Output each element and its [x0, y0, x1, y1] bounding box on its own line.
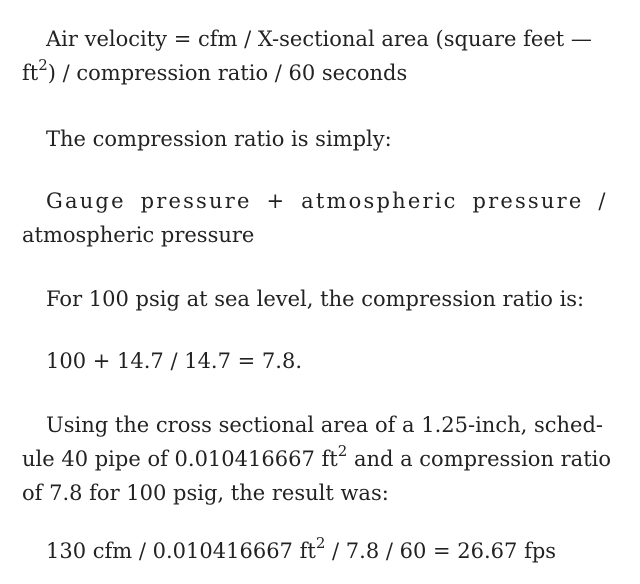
pipe-line-2-text: ule 40 pipe of 0.010416667 ft [22, 447, 338, 471]
pipe-area-paragraph [22, 408, 618, 510]
compression-ratio-formula [22, 184, 618, 252]
sea-level-statement [46, 282, 640, 316]
result-text: 130 cfm / 0.010416667 ft [46, 539, 316, 563]
calculation-text: 100 + 14.7 / 14.7 = 7.8. [46, 349, 302, 373]
sea-level-text: For 100 psig at sea level, the compression ratio is: [46, 287, 585, 311]
pipe-line-3: of 7.8 for 100 psig, the result was: [22, 481, 389, 505]
compression-ratio-calculation [46, 344, 640, 378]
formula-unit: ft [22, 61, 39, 85]
air-velocity-formula [22, 22, 618, 90]
result-continuation: / 7.8 / 60 = 26.67 fps [325, 539, 557, 563]
formula-continuation: ) / compression ratio / 60 seconds [47, 61, 408, 85]
result-line [46, 534, 640, 568]
pipe-line-2 [22, 442, 618, 476]
pipe-superscript: 2 [337, 442, 348, 460]
pipe-line-1: Using the cross sectional area of a 1.25-inch, sched- [46, 413, 604, 437]
result-superscript: 2 [315, 534, 326, 552]
result-calculation [46, 534, 640, 568]
formula-line-1: Air velocity = cfm / X-sectional area (square feet — [46, 27, 592, 51]
formula-line-2 [22, 56, 618, 90]
ratio-formula-line-1: Gauge pressure + atmospheric pressure / [46, 189, 608, 213]
intro-text: The compression ratio is simply: [46, 127, 392, 151]
pipe-line-2-continuation: and a compression ratio [347, 447, 611, 471]
ratio-formula-line-2: atmospheric pressure [22, 223, 255, 247]
formula-superscript: 2 [38, 56, 48, 74]
compression-ratio-intro [46, 122, 640, 156]
